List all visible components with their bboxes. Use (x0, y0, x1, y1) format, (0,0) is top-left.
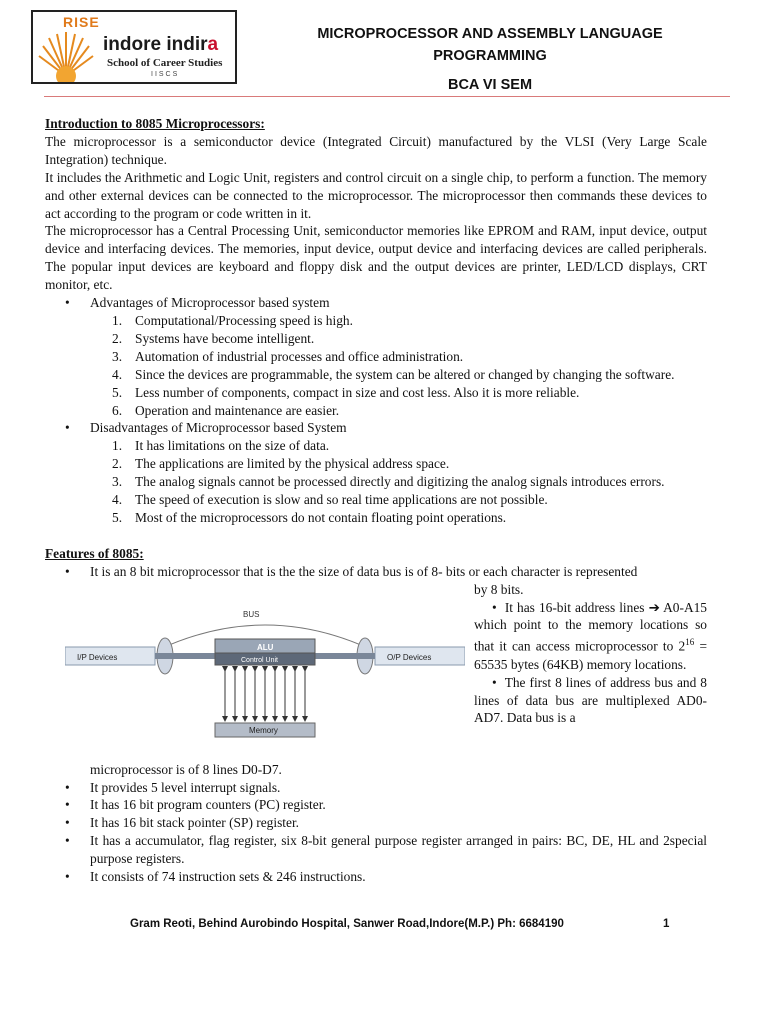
features-heading: Features of 8085: (45, 545, 144, 561)
disadvantages-label: • Disadvantages of Microprocessor based System 1. It has limitations on the size of data. 2. The applications are limited by the physical address space. 3. The analog signals cannot be processed directly and digitizing the analog signals introduces errors. 4. The speed of execution is slow and so real time applications are not possible. 5. Most of the microprocessors do not contain floating point operations. (45, 419, 707, 526)
bus-label: BUS (243, 609, 260, 619)
logo-subtitle: School of Career Studies (107, 57, 223, 69)
intro-heading: Introduction to 8085 Microprocessors: (45, 116, 265, 131)
list-item: 2. The applications are limited by the physical address space. (112, 456, 450, 472)
feature-item: • It consists of 74 instruction sets & 246 instructions. (45, 868, 707, 886)
list-item: 6. Operation and maintenance are easier. (112, 402, 340, 418)
arrow-right-icon: ➔ (648, 599, 660, 615)
feature-item: • It has 16 bit program counters (PC) register. (45, 796, 707, 814)
semester-label: BCA VI SEM (447, 77, 533, 93)
header-divider (44, 96, 730, 97)
document-body (45, 115, 707, 886)
course-title-line1: MICROPROCESSOR AND ASSEMBLY LANGUAGE (317, 26, 663, 42)
intro-paragraph: The microprocessor has a Central Processing Unit, semiconductor memories like EPROM and RAM, input device, output device and interfacing devices. The memories, input device, output device and interfacing devices are called peripherals. The popular input devices are keyboard and floppy disk and the output devices are printer, LED/LCD displays, CRT monitor, etc. (45, 223, 707, 293)
features-side-text (474, 581, 707, 728)
list-item: 3. Automation of industrial processes and office administration. (112, 348, 464, 364)
feature-item-continued: by 8 bits. (474, 581, 524, 597)
logo-tag: IISCS (151, 71, 180, 78)
intro-paragraph: The microprocessor is a semiconductor device (Integrated Circuit) manufactured by the VLSI (Very Large Scale Integration) technique. (45, 133, 707, 167)
sunburst-icon (37, 26, 95, 82)
course-title-line2: PROGRAMMING (433, 48, 547, 64)
memory-label: Memory (249, 725, 278, 735)
alu-label: ALU (257, 642, 274, 652)
output-devices-label: O/P Devices (387, 652, 432, 662)
list-item: 3. The analog signals cannot be processed directly and digitizing the analog signals introduces errors. (112, 474, 665, 490)
list-item: 4. Since the devices are programmable, the system can be altered or changed by changing the software. (112, 366, 675, 382)
input-devices-label: I/P Devices (77, 652, 118, 662)
list-item: 5. Most of the microprocessors do not contain floating point operations. (112, 509, 507, 525)
feature-item: • It provides 5 level interrupt signals. (45, 779, 707, 797)
intro-paragraph: It includes the Arithmetic and Logic Unit, registers and control circuit on a single chip, to perform a function. The memory and other external devices can be connected to the microprocessor. The microprocessor then commands these devices to act according to the program or code written in it. (45, 169, 707, 221)
page-number: 1 (663, 918, 670, 930)
advantages-label: • Advantages of Microprocessor based system 1. Computational/Processing speed is high. 2. Systems have become intelligent. 3. Automation of industrial processes and office administration. 4. Since the devices are programmable, the system can be altered or changed by changing the software. 5. Less number of components, compact in size and cost less. Also it is more reliable. 6. Operation and maintenance are easier. (45, 294, 707, 419)
feature-item: • It has 16 bit stack pointer (SP) register. (45, 814, 707, 832)
features-list (45, 779, 707, 886)
disadvantages-list (45, 437, 707, 527)
feature-item: • The first 8 lines of address bus and 8 lines of data bus are multiplexed AD0-AD7. Data bus is a (474, 674, 707, 726)
list-item: 2. Systems have become intelligent. (112, 330, 315, 346)
list-item: 4. The speed of execution is slow and so real time applications are not possible. (112, 492, 548, 508)
list-item: 1. It has limitations on the size of data. (112, 438, 330, 454)
feature-item: • It has a accumulator, flag register, six 8-bit general purpose register arranged in pairs: BC, DE, HL and 2special purpose registers. (45, 832, 707, 868)
logo-rise-text: RISE (63, 14, 100, 30)
feature-item: • It has 16-bit address lines ➔ A0-A15 which point to the memory locations so that it can access microprocessor to $2^{16} = 65535$ bytes (64KB) memory locations. (474, 599, 707, 672)
institute-logo (31, 10, 237, 84)
list-item: 5. Less number of components, compact in size and cost less. Also it is more reliable. (112, 384, 580, 400)
control-unit-label: Control Unit (241, 656, 278, 664)
advantages-section (45, 294, 707, 527)
microprocessor-block-diagram (65, 609, 465, 749)
logo-name: indore indira (103, 34, 219, 55)
feature-item-continued: microprocessor is of 8 lines D0-D7. (90, 761, 282, 777)
footer-address: Gram Reoti, Behind Aurobindo Hospital, Sanwer Road,Indore(M.P.) Ph: 6684190 (130, 918, 564, 930)
advantages-list (45, 312, 707, 419)
features-figure-block (45, 581, 707, 761)
list-item: 1. Computational/Processing speed is high. (112, 312, 353, 328)
feature-item: • It is an 8 bit microprocessor that is the the size of data bus is of 8- bits or each character is represented (45, 563, 707, 581)
